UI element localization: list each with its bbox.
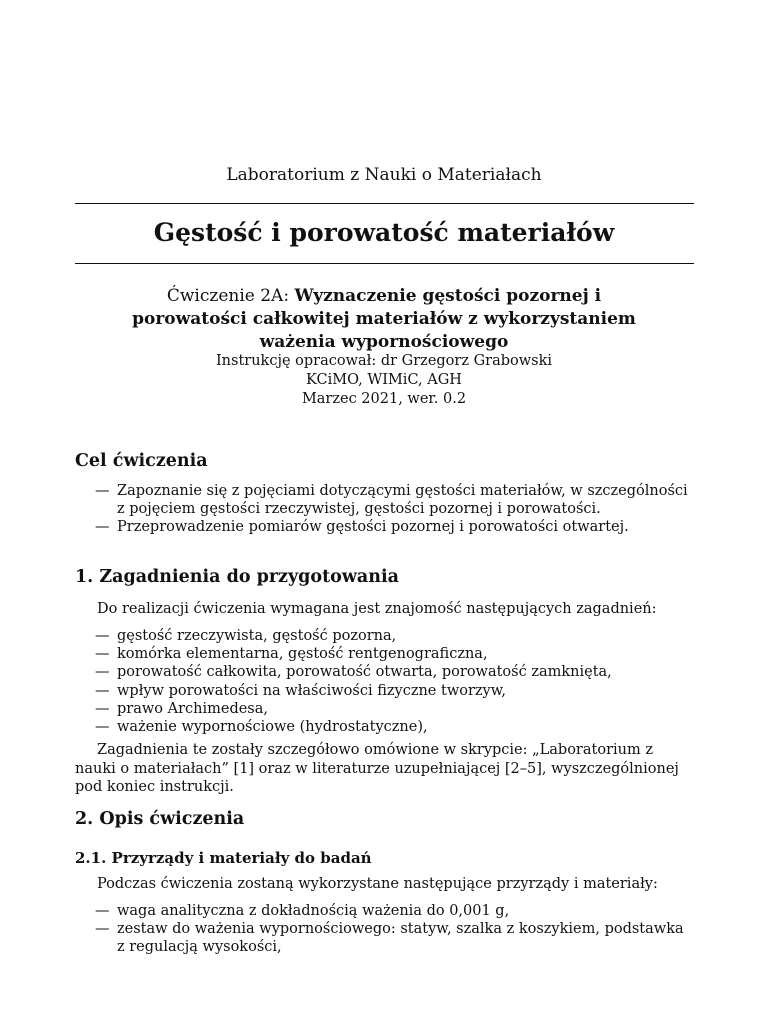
list-item-text: porowatość całkowita, porowatość otwarta, porowatość zamknięta, <box>117 664 612 681</box>
list-item <box>95 645 695 663</box>
list-item <box>95 482 695 518</box>
section-1-intro: Do realizacji ćwiczenia wymagana jest znajomość następujących zagadnień: <box>97 601 657 617</box>
dash-marker: — <box>95 519 110 536</box>
list-item-text: Zapoznanie się z pojęciami dotyczącymi gęstości materiałów, w szczególności z pojęciem gęstości rzeczywistej, gęstości pozornej i porowatości. <box>117 483 688 518</box>
section-1-list <box>95 627 695 736</box>
dash-marker: — <box>95 903 110 919</box>
exercise-prefix: Ćwiczenie 2A: <box>166 286 290 306</box>
main-title: Gęstość i porowatość materiałów <box>153 218 615 247</box>
dash-marker: — <box>95 719 110 736</box>
section-1-closing: Zagadnienia te zostały szczegółowo omówione w skrypcie: „Laboratorium z nauki o materiałach” [1] oraz w literaturze uzupełniającej [2–5], wyszczególnionej pod koniec instrukcji. <box>75 742 679 795</box>
list-item-text: ważenie wypornościowe (hydrostatyczne), <box>117 719 428 736</box>
subsection-2-1-heading: 2.1. Przyrządy i materiały do badań <box>75 849 372 867</box>
section-1-heading: 1. Zagadnienia do przygotowania <box>75 567 399 587</box>
list-item-text: waga analityczna z dokładnością ważenia do 0,001 g, <box>117 903 510 919</box>
goal-heading: Cel ćwiczenia <box>75 451 208 471</box>
section-2-heading: 2. Opis ćwiczenia <box>75 809 245 829</box>
exercise-name: Wyznaczenie gęstości pozornej i porowatości całkowitej materiałów z wykorzystaniem ważenia wypornościowego <box>132 286 636 352</box>
title-rule-bottom <box>75 263 694 264</box>
dash-marker: — <box>95 483 110 499</box>
list-item-text: gęstość rzeczywista, gęstość pozorna, <box>117 628 397 644</box>
list-item-text: komórka elementarna, gęstość rentgenograficzna, <box>117 646 488 663</box>
list-item <box>95 920 695 956</box>
list-item <box>95 902 695 920</box>
list-item <box>95 682 695 700</box>
list-item-text: wpływ porowatości na właściwości fizyczne tworzyw, <box>117 682 507 699</box>
list-item-text: Przeprowadzenie pomiarów gęstości pozornej i porowatości otwartej. <box>117 519 629 536</box>
list-item <box>95 718 695 736</box>
list-item <box>95 627 695 645</box>
exercise-title <box>110 285 658 354</box>
dash-marker: — <box>95 682 110 699</box>
dash-marker: — <box>95 921 110 938</box>
dash-marker: — <box>95 664 110 681</box>
dash-marker: — <box>95 700 110 717</box>
list-item <box>95 700 695 718</box>
list-item <box>95 663 695 681</box>
title-rule-top <box>75 203 694 204</box>
subsection-2-1-list <box>95 902 695 957</box>
dash-marker: — <box>95 628 110 644</box>
list-item-text: prawo Archimedesa, <box>117 700 268 717</box>
goal-list <box>95 482 695 537</box>
list-item <box>95 518 695 536</box>
authors-block <box>0 352 768 409</box>
author-line: Instrukcję opracował: dr Grzegorz Grabowski <box>215 353 553 369</box>
dash-marker: — <box>95 646 110 663</box>
date-version-line: Marzec 2021, wer. 0.2 <box>301 391 467 407</box>
affiliation-line: KCiMO, WIMiC, AGH <box>306 372 462 388</box>
list-item-text: zestaw do ważenia wypornościowego: statyw, szalka z koszykiem, podstawka z regulacją wysokości, <box>117 921 684 956</box>
lab-title: Laboratorium z Nauki o Materiałach <box>226 165 542 185</box>
subsection-2-1-intro: Podczas ćwiczenia zostaną wykorzystane następujące przyrządy i materiały: <box>97 876 658 892</box>
